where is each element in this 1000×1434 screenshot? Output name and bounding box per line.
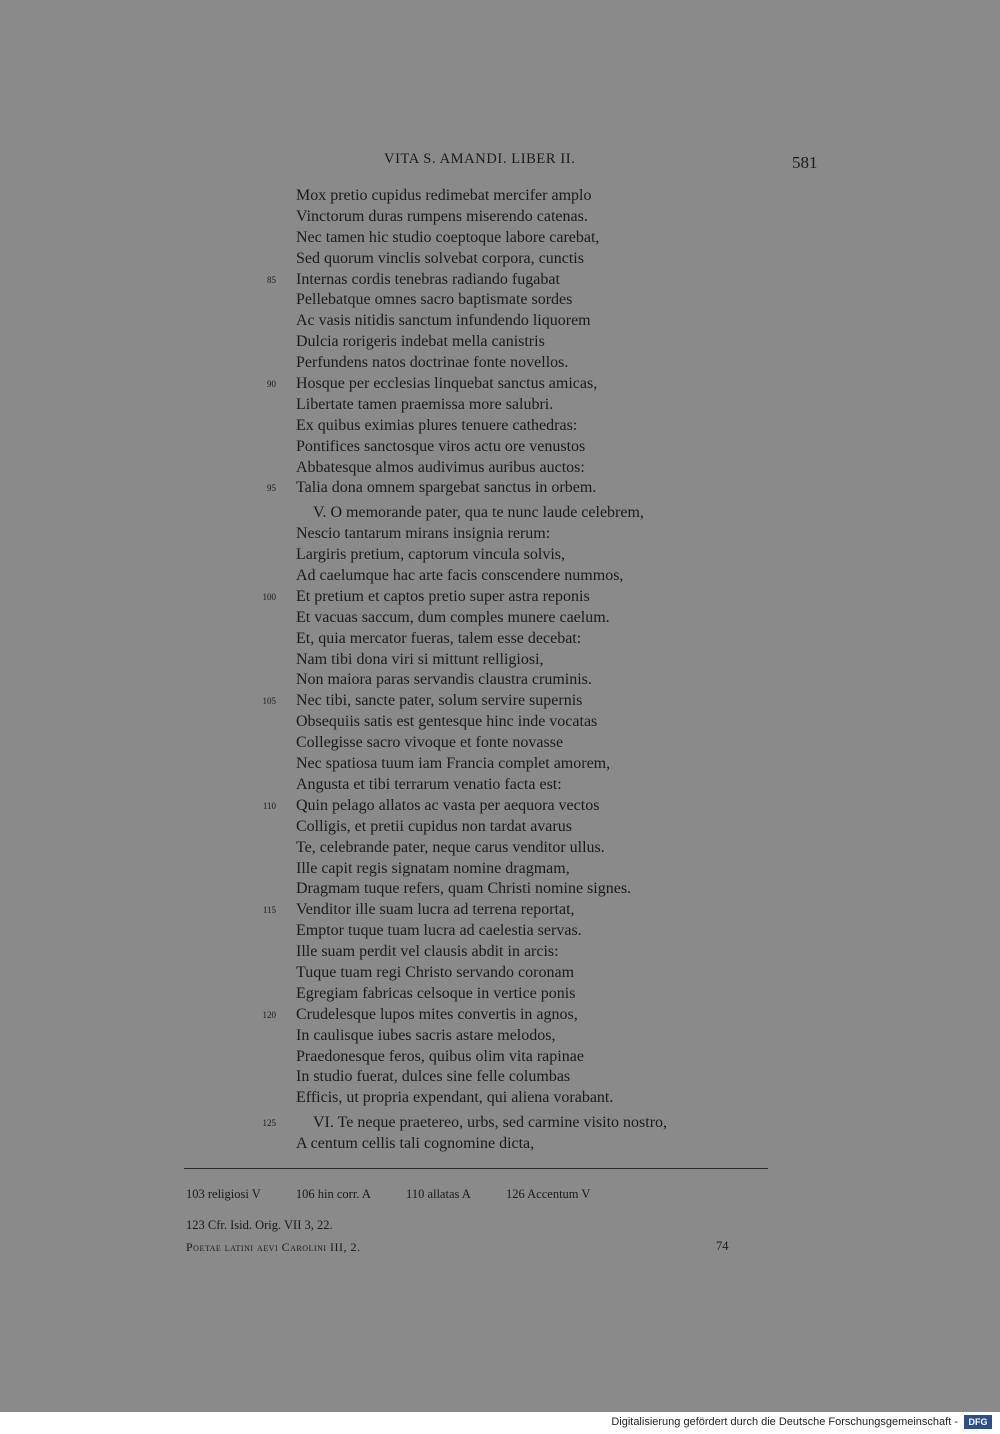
verse-line xyxy=(0,524,1000,545)
variant-note: 106 hin corr. A xyxy=(295,1187,371,1201)
verse-text: Internas cordis tenebras radiando fugabat xyxy=(296,270,560,288)
verse-text: In studio fuerat, dulces sine felle columbas xyxy=(296,1068,571,1086)
verse-text: Colligis, et pretii cupidus non tardat avarus xyxy=(296,817,572,835)
line-number: 95 xyxy=(267,483,276,494)
verse-text: Non maiora paras servandis claustra cruminis. xyxy=(296,671,592,689)
verse-line xyxy=(0,921,1000,942)
verse-line xyxy=(0,249,1000,270)
verse-line xyxy=(0,566,1000,587)
verse-line xyxy=(0,817,1000,838)
verse-line xyxy=(0,374,1000,395)
verse-line xyxy=(0,395,1000,416)
verse-line xyxy=(0,859,1000,880)
verse-text: Hosque per ecclesias linquebat sanctus amicas, xyxy=(296,375,598,393)
verse-line xyxy=(0,228,1000,249)
verse-text: Largiris pretium, captorum vincula solvis, xyxy=(296,546,565,564)
verse-text: V. O memorande pater, qua te nunc laude celebrem, xyxy=(313,504,644,522)
verse-line xyxy=(0,311,1000,332)
verse-text: Obsequiis satis est gentesque hinc inde vocatas xyxy=(296,713,598,731)
verse-line xyxy=(0,1113,1000,1134)
verse-text: Nescio tantarum mirans insignia rerum: xyxy=(296,525,551,543)
verse-text: Ad caelumque hac arte facis conscendere nummos, xyxy=(296,567,624,585)
verse-text: Quin pelago allatos ac vasta per aequora vectos xyxy=(296,796,600,814)
verse-text: Emptor tuque tuam lucra ad caelestia servas. xyxy=(296,922,582,940)
footnote-rule xyxy=(184,1168,768,1169)
verse-line xyxy=(0,1067,1000,1088)
line-number: 100 xyxy=(262,591,276,602)
poem-body xyxy=(0,186,1000,1155)
verse-text: Mox pretio cupidus redimebat mercifer amplo xyxy=(296,187,592,204)
verse-line xyxy=(0,942,1000,963)
verse-text: VI. Te neque praetereo, urbs, sed carmine visito nostro, xyxy=(313,1114,668,1132)
page-number: 581 xyxy=(792,153,818,172)
verse-text: Libertate tamen praemissa more salubri. xyxy=(296,395,554,413)
series-signature: Poetae latini aevi Carolini III, 2. xyxy=(186,1240,361,1254)
verse-text: Sed quorum vinclis solvebat corpora, cunctis xyxy=(296,249,584,267)
variant-note: 126 Accentum V xyxy=(505,1187,591,1201)
line-number: 125 xyxy=(262,1118,276,1129)
verse-line xyxy=(0,545,1000,566)
verse-text: Collegisse sacro vivoque et fonte novasse xyxy=(296,734,564,752)
verse-text: Nam tibi dona viri si mittunt relligiosi, xyxy=(296,650,544,668)
dfg-logo-icon[interactable]: DFG xyxy=(964,1415,992,1429)
line-number: 105 xyxy=(262,696,276,707)
verse-text: Dragmam tuque refers, quam Christi nomine signes. xyxy=(296,880,632,898)
verse-line xyxy=(0,186,1000,207)
verse-line xyxy=(0,1088,1000,1109)
verse-line xyxy=(0,984,1000,1005)
verse-line xyxy=(0,796,1000,817)
verse-text: Ex quibus eximias plures tenuere cathedras: xyxy=(296,416,578,434)
verse-text: Et pretium et captos pretio super astra reponis xyxy=(296,587,590,605)
verse-line xyxy=(0,691,1000,712)
verse-text: Crudelesque lupos mites convertis in agnos, xyxy=(296,1005,578,1023)
verse-line xyxy=(0,650,1000,671)
verse-text: Ille capit regis signatam nomine dragmam, xyxy=(296,859,570,877)
verse-text: Et, quia mercator fueras, talem esse decebat: xyxy=(296,629,582,647)
verse-text: Efficis, ut propria expendant, qui aliena vorabant. xyxy=(296,1089,614,1107)
verse-text: Pontifices sanctosque viros actu ore venustos xyxy=(296,437,586,455)
verse-line xyxy=(0,478,1000,499)
verse-line xyxy=(0,332,1000,353)
verse-line xyxy=(0,416,1000,437)
verse-text: Talia dona omnem spargebat sanctus in orbem. xyxy=(296,479,597,497)
line-number: 115 xyxy=(262,905,276,916)
verse-text: In caulisque iubes sacris astare melodos, xyxy=(296,1026,556,1044)
verse-text: Nec tamen hic studio coeptoque labore carebat, xyxy=(296,228,600,246)
verse-text: A centum cellis tali cognomine dicta, xyxy=(296,1135,535,1153)
verse-line xyxy=(0,608,1000,629)
verse-line xyxy=(0,670,1000,691)
verse-text: Nec spatiosa tuum iam Francia complet amorem, xyxy=(296,755,611,773)
critical-apparatus xyxy=(186,1187,622,1202)
verse-line xyxy=(0,963,1000,984)
verse-text: Ille suam perdit vel clausis abdit in arcis: xyxy=(296,943,559,961)
verse-text: Perfundens natos doctrinae fonte novellos. xyxy=(296,354,569,372)
verse-text: Et vacuas saccum, dum comples munere caelum. xyxy=(296,608,610,626)
verse-line xyxy=(0,458,1000,479)
verse-line xyxy=(0,733,1000,754)
verse-line xyxy=(0,754,1000,775)
verse-text: Te, celebrande pater, neque carus venditor ullus. xyxy=(296,838,605,856)
running-head: VITA S. AMANDI. LIBER II. xyxy=(384,151,576,167)
verse-line xyxy=(0,629,1000,650)
verse-text: Pellebatque omnes sacro baptismate sordes xyxy=(296,291,573,309)
verse-line xyxy=(0,587,1000,608)
verse-text: Dulcia rorigeris indebat mella canistris xyxy=(296,333,545,351)
verse-text: Nec tibi, sancte pater, solum servire supernis xyxy=(296,692,583,710)
verse-text: Abbatesque almos audivimus auribus auctos: xyxy=(296,458,585,476)
line-number: 85 xyxy=(267,274,276,285)
variant-note: 110 allatas A xyxy=(406,1187,471,1201)
verse-line xyxy=(0,879,1000,900)
verse-line xyxy=(0,270,1000,291)
verse-text: Tuque tuam regi Christo servando coronam xyxy=(296,963,575,981)
digitization-credit: Digitalisierung gefördert durch die Deutsche Forschungsgemeinschaft - xyxy=(611,1416,958,1428)
verse-line xyxy=(0,437,1000,458)
verse-line xyxy=(0,207,1000,228)
verse-line xyxy=(0,353,1000,374)
verse-line xyxy=(0,1005,1000,1026)
verse-text: Venditor ille suam lucra ad terrena reportat, xyxy=(296,901,575,919)
verse-text: Praedonesque feros, quibus olim vita rapinae xyxy=(296,1047,584,1065)
verse-line xyxy=(0,290,1000,311)
variant-note: 103 religiosi V xyxy=(186,1187,261,1201)
verse-text: Vinctorum duras rumpens miserendo catenas. xyxy=(296,207,588,225)
verse-line xyxy=(0,712,1000,733)
verse-line xyxy=(0,838,1000,859)
verse-line xyxy=(0,900,1000,921)
verse-line xyxy=(0,1026,1000,1047)
verse-line xyxy=(0,503,1000,524)
verse-text: Egregiam fabricas celsoque in vertice ponis xyxy=(296,984,576,1002)
verse-line xyxy=(0,775,1000,796)
verse-text: Ac vasis nitidis sanctum infundendo liquorem xyxy=(296,312,591,330)
sheet-number: 74 xyxy=(716,1239,729,1253)
line-number: 120 xyxy=(262,1009,276,1020)
line-number: 110 xyxy=(262,800,276,811)
footer-bar xyxy=(0,1412,1000,1434)
verse-text: Angusta et tibi terrarum venatio facta est: xyxy=(296,775,562,793)
verse-line xyxy=(0,1134,1000,1155)
verse-line xyxy=(0,1047,1000,1068)
line-number: 90 xyxy=(267,379,276,390)
source-note: 123 Cfr. Isid. Orig. VII 3, 22. xyxy=(186,1218,333,1232)
